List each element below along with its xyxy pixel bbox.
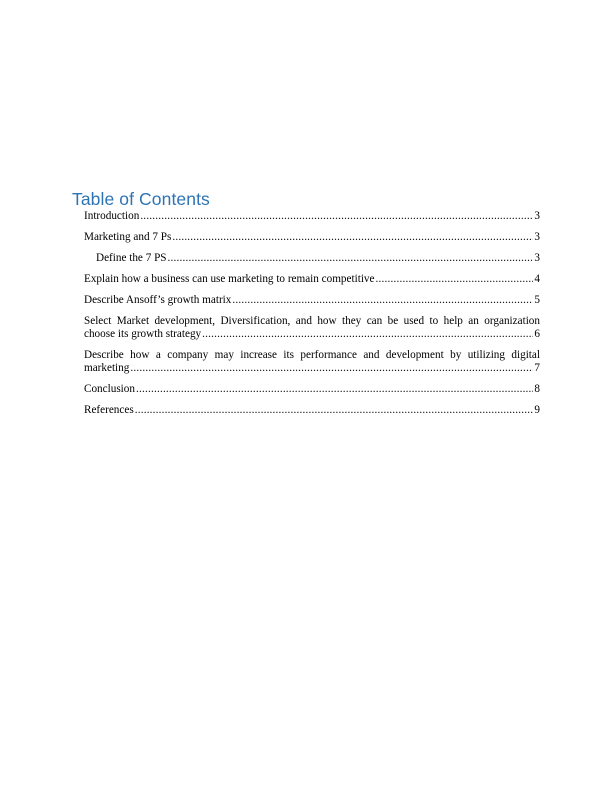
toc-entry-title: References	[84, 404, 134, 416]
toc-entry-digital-marketing[interactable]	[84, 349, 540, 375]
dot-leader	[232, 294, 533, 307]
dot-leader	[140, 210, 533, 223]
toc-entry-references[interactable]	[84, 404, 540, 417]
dot-leader	[376, 273, 534, 286]
toc-entry-title-line2: marketing	[84, 362, 130, 374]
toc-entry-page: 7	[534, 362, 540, 374]
toc-entry-conclusion[interactable]	[84, 383, 540, 396]
toc-entry-page: 3	[534, 252, 540, 264]
toc-entry-introduction[interactable]	[84, 210, 540, 223]
toc-entry-ansoff-matrix[interactable]	[84, 294, 540, 307]
toc-entry-title: Introduction	[84, 210, 140, 222]
toc-entry-title: Marketing and 7 Ps	[84, 231, 172, 243]
toc-entry-title-line1: Select Market development, Diversification, and how they can be used to help an organization	[84, 315, 540, 327]
toc-entry-page: 3	[534, 210, 540, 222]
toc-entry-remain-competitive[interactable]	[84, 273, 540, 286]
dot-leader	[168, 252, 534, 265]
toc-entry-page: 9	[534, 404, 540, 416]
toc-entry-title-line2: choose its growth strategy	[84, 328, 202, 340]
toc-entry-page: 5	[534, 294, 540, 306]
dot-leader	[130, 362, 533, 375]
toc-entry-page: 8	[534, 383, 540, 395]
dot-leader	[135, 404, 534, 417]
dot-leader	[172, 231, 533, 244]
toc-heading: Table of Contents	[72, 189, 210, 209]
toc-entry-title: Explain how a business can use marketing to remain competitive	[84, 273, 375, 285]
toc-entry-page: 6	[534, 328, 540, 340]
toc-entry-market-development[interactable]	[84, 315, 540, 341]
toc-entry-title: Conclusion	[84, 383, 135, 395]
dot-leader	[136, 383, 533, 396]
toc-entry-marketing-7ps[interactable]	[84, 231, 540, 244]
toc-entry-page: 3	[534, 231, 540, 243]
dot-leader	[202, 328, 533, 341]
toc-entry-title: Describe Ansoff’s growth matrix	[84, 294, 232, 306]
toc-entry-page: 4	[534, 273, 540, 285]
toc-entry-title: Define the 7 PS	[96, 252, 167, 264]
toc-entry-title-line1: Describe how a company may increase its performance and development by utilizing digital	[84, 349, 540, 361]
toc-entry-define-7ps[interactable]	[84, 252, 540, 265]
toc-list	[84, 210, 540, 425]
